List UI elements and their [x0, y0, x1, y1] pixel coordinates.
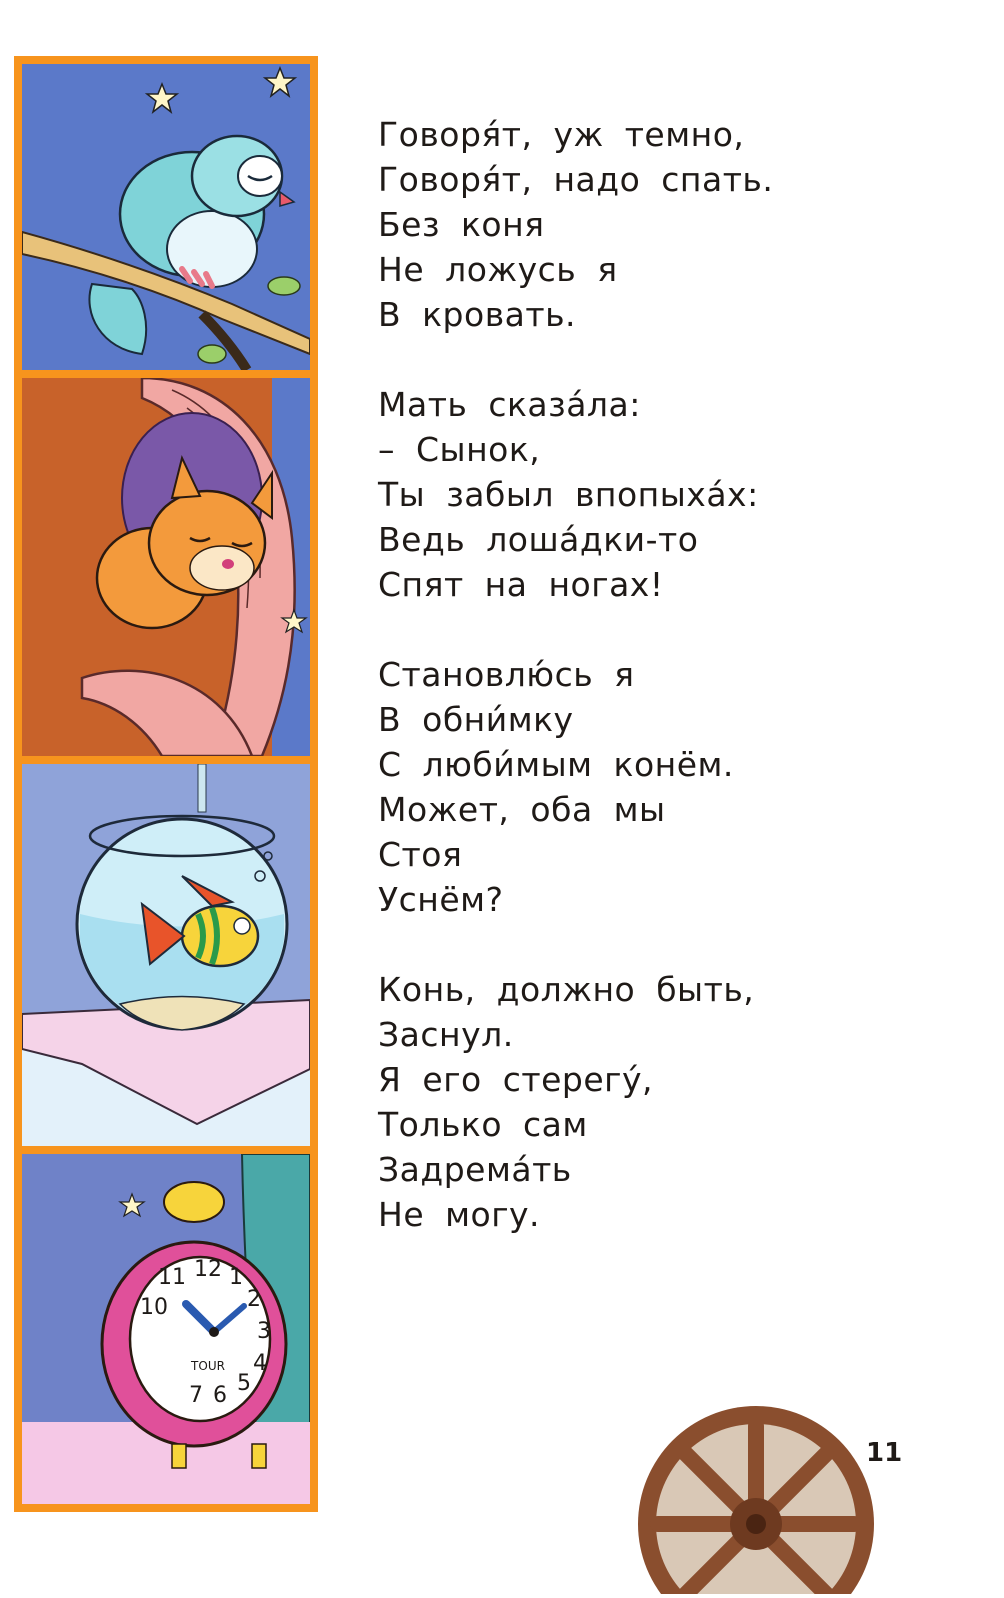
clock-numeral-11: 11: [158, 1265, 186, 1290]
clock-numeral-2: 2: [247, 1287, 261, 1312]
poem-line: – Сынок,: [378, 430, 541, 469]
clock-numeral-3: 3: [257, 1319, 271, 1344]
poem-line: Говоря́т, уж темно,: [378, 115, 745, 154]
illustration-strip: [14, 56, 318, 1512]
clock-numeral-1: 1: [229, 1265, 243, 1290]
wagon-wheel-icon: [636, 1394, 876, 1594]
poem-line: Стоя: [378, 835, 463, 874]
owl-illustration: [22, 64, 310, 370]
stanza: [378, 382, 898, 607]
alarm-clock-illustration: [22, 1154, 310, 1504]
poem-line: Спят на ногах!: [378, 565, 664, 604]
clock-numeral-4: 4: [253, 1351, 267, 1376]
poem-line: Уснём?: [378, 880, 504, 919]
poem-line: Может, оба мы: [378, 790, 666, 829]
fishbowl-illustration: [22, 764, 310, 1146]
poem-line: Заснул.: [378, 1015, 514, 1054]
poem-line: Без коня: [378, 205, 545, 244]
clock-brand: TOUR: [191, 1359, 225, 1373]
poem-line: В обни́мку: [378, 700, 574, 739]
poem-line: Ведь лоша́дки-то: [378, 520, 699, 559]
poem-line: Становлю́сь я: [378, 655, 635, 694]
poem-line: Мать сказа́ла:: [378, 385, 641, 424]
poem-line: Только сам: [378, 1105, 588, 1144]
stanza: [378, 652, 898, 922]
poem-line: С люби́мым конём.: [378, 745, 734, 784]
clock-numeral-7: 7: [189, 1383, 203, 1408]
poem-line: Задрема́ть: [378, 1150, 572, 1189]
poem: [378, 112, 898, 1282]
clock-numeral-6: 6: [213, 1383, 227, 1408]
poem-line: Ты забыл впопыха́х:: [378, 475, 759, 514]
stanza: [378, 967, 898, 1237]
poem-line: Я его стерегу́,: [378, 1060, 654, 1099]
clock-numeral-12: 12: [194, 1257, 222, 1282]
poem-line: Говоря́т, надо спать.: [378, 160, 774, 199]
poem-line: Не ложусь я: [378, 250, 618, 289]
squirrel-illustration: [22, 378, 310, 756]
poem-line: Не могу.: [378, 1195, 541, 1234]
stanza: [378, 112, 898, 337]
poem-line: Конь, должно быть,: [378, 970, 755, 1009]
clock-numeral-5: 5: [237, 1371, 251, 1396]
clock-numeral-10: 10: [140, 1295, 168, 1320]
poem-line: В кровать.: [378, 295, 577, 334]
page-number: 11: [866, 1438, 903, 1468]
